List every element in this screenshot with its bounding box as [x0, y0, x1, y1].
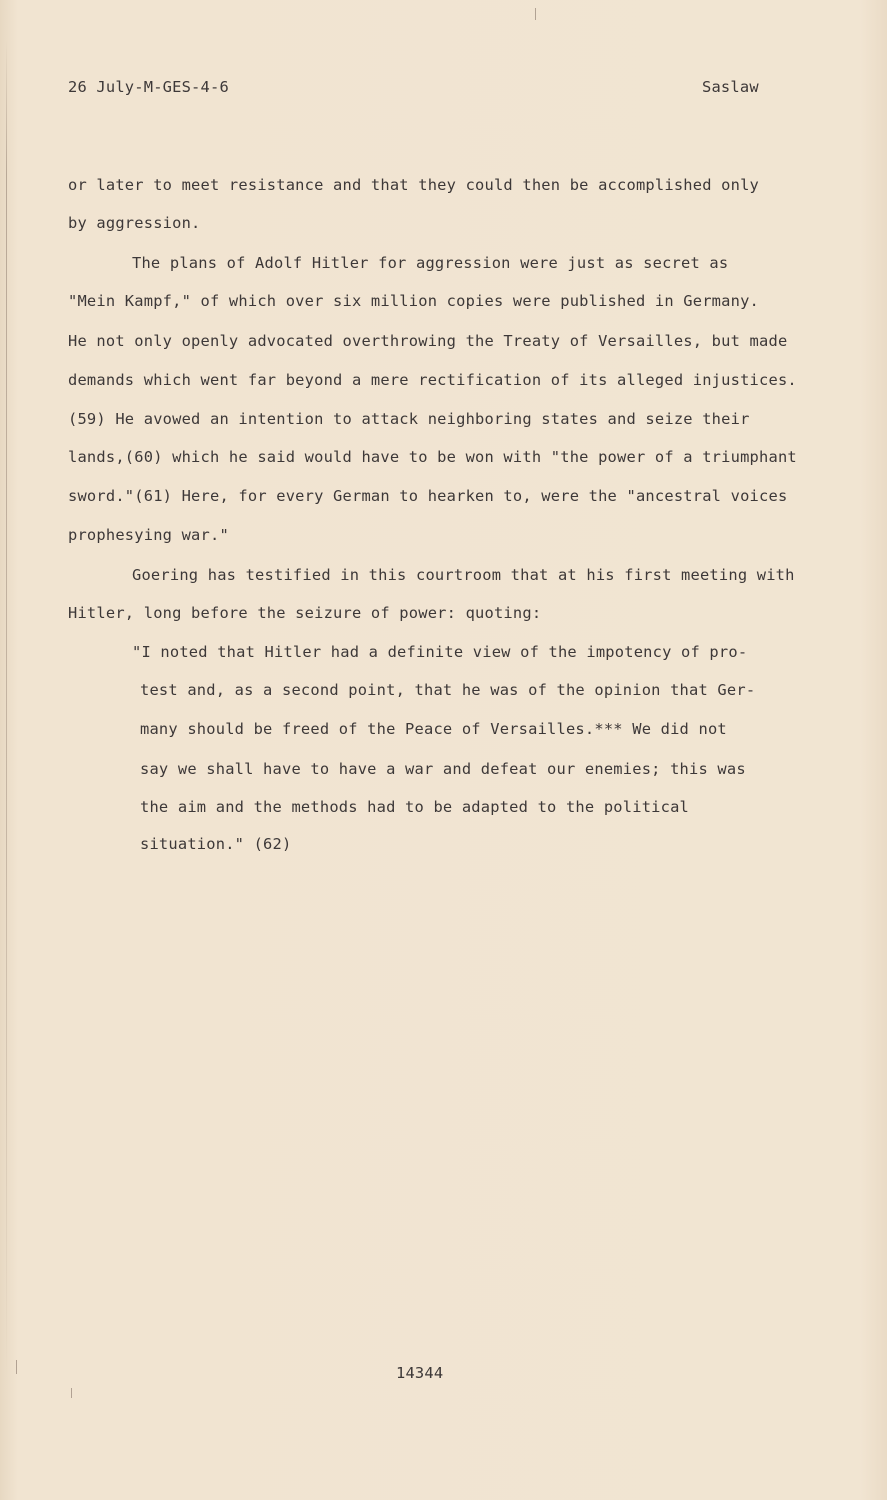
quote-line: test and, as a second point, that he was of the opinion that Ger- [140, 681, 756, 699]
quote-line: "I noted that Hitler had a definite view of the impotency of pro- [132, 643, 748, 661]
body-line: Hitler, long before the seizure of power: quoting: [68, 604, 542, 622]
reporter-name: Saslaw [702, 78, 759, 96]
body-line: sword."(61) Here, for every German to hearken to, were the "ancestral voices [68, 487, 788, 505]
body-line: (59) He avowed an intention to attack neighboring states and seize their [68, 410, 750, 428]
body-line: lands,(60) which he said would have to be won with "the power of a triumphant [68, 448, 797, 466]
page-edge-shadow [6, 40, 7, 1380]
paper-speck [71, 1388, 72, 1398]
paper-speck [535, 8, 536, 20]
page-number: 14344 [396, 1364, 444, 1382]
quote-line: many should be freed of the Peace of Versailles.*** We did not [140, 720, 727, 738]
body-line: demands which went far beyond a mere rectification of its alleged injustices. [68, 371, 797, 389]
quote-line: say we shall have to have a war and defeat our enemies; this was [140, 760, 746, 778]
body-line: by aggression. [68, 214, 201, 232]
quote-line: the aim and the methods had to be adapted to the political [140, 798, 690, 816]
body-line: Goering has testified in this courtroom that at his first meeting with [132, 566, 795, 584]
document-reference: 26 July-M-GES-4-6 [68, 78, 229, 96]
body-line: The plans of Adolf Hitler for aggression were just as secret as [132, 254, 729, 272]
quote-line: situation." (62) [140, 835, 292, 853]
body-line: prophesying war." [68, 526, 229, 544]
paper-speck [16, 1360, 17, 1374]
body-line: or later to meet resistance and that they could then be accomplished only [68, 176, 760, 194]
body-line: "Mein Kampf," of which over six million copies were published in Germany. [68, 292, 760, 310]
body-line: He not only openly advocated overthrowing the Treaty of Versailles, but made [68, 332, 788, 350]
